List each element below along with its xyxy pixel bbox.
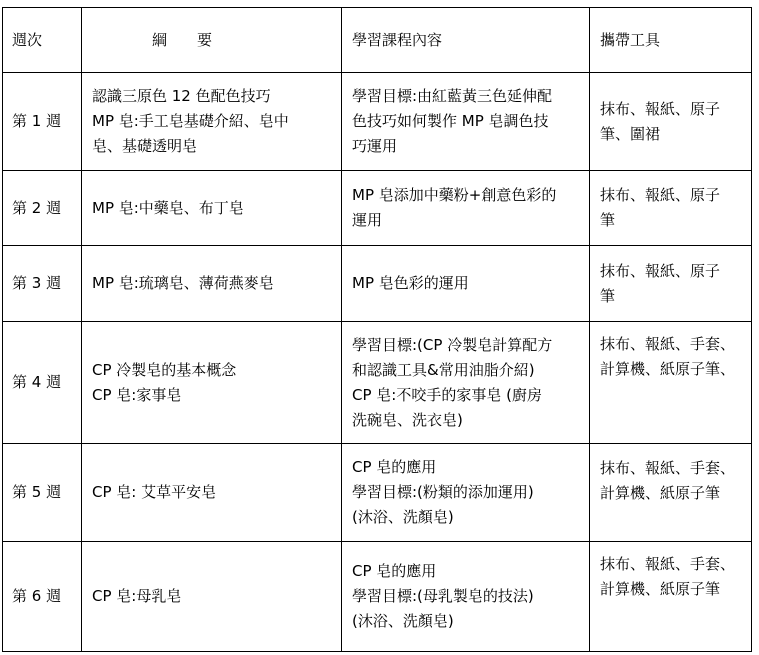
table-row [3, 73, 752, 171]
content-line: 巧運用 [352, 137, 398, 155]
header-outline: 綱 要 [82, 8, 342, 73]
week-cell: 第 2 週 [3, 171, 82, 246]
tools-line: 計算機、紙原子筆 [600, 580, 721, 598]
tools-line: 抹布、報紙、原子 [600, 261, 721, 280]
outline-line: CP 冷製皂的基本概念 [92, 360, 237, 379]
content-line: MP 皂添加中藥粉+創意色彩的 [352, 186, 557, 204]
outline-line: CP 皂:家事皂 [92, 385, 182, 404]
week-cell: 第 6 週 [3, 542, 82, 652]
tools-cell [590, 444, 752, 542]
table-row [3, 171, 752, 246]
content-cell [342, 322, 590, 444]
content-cell [342, 444, 590, 542]
outline-line: MP 皂:琉璃皂、薄荷燕麥皂 [92, 274, 274, 292]
tools-line: 抹布、報紙、原子 [600, 186, 721, 204]
content-line: 學習目標:由紅藍黃三色延伸配 [352, 87, 553, 105]
content-line: (沐浴、洗顏皂) [352, 612, 454, 630]
outline-line: CP 皂: 艾草平安皂 [92, 483, 217, 501]
outline-cell [82, 322, 342, 444]
table-row [3, 322, 752, 444]
week-cell: 第 5 週 [3, 444, 82, 542]
week-cell: 第 1 週 [3, 73, 82, 171]
content-cell [342, 542, 590, 652]
header-week: 週次 [3, 8, 82, 73]
header-content: 學習課程內容 [342, 8, 590, 73]
table-row [3, 542, 752, 652]
content-line: CP 皂:不咬手的家事皂 (廚房 [352, 385, 542, 404]
tools-cell [590, 246, 752, 322]
content-line: 學習目標:(母乳製皂的技法) [352, 587, 534, 605]
content-line: CP 皂的應用 [352, 562, 437, 580]
tools-line: 抹布、報紙、手套、 [600, 555, 736, 573]
content-line: 和認識工具&常用油脂介紹) [352, 360, 535, 379]
outline-line: MP 皂:手工皂基礎介紹、皂中 [92, 112, 289, 130]
tools-cell [590, 322, 752, 444]
tools-line: 抹布、報紙、原子 [600, 99, 721, 118]
content-line: 色技巧如何製作 MP 皂調色技 [352, 112, 549, 130]
content-cell [342, 246, 590, 322]
tools-line: 抹布、報紙、手套、 [600, 335, 736, 353]
tools-line: 筆 [600, 211, 616, 229]
tools-line: 抹布、報紙、手套、 [600, 459, 736, 477]
tools-line: 計算機、紙原子筆、 [600, 360, 736, 378]
content-line: MP 皂色彩的運用 [352, 274, 469, 292]
outline-line: CP 皂:母乳皂 [92, 587, 182, 605]
week-cell: 第 3 週 [3, 246, 82, 322]
tools-cell [590, 73, 752, 171]
outline-line: 認識三原色 12 色配色技巧 [92, 87, 271, 105]
content-cell [342, 171, 590, 246]
content-line: CP 皂的應用 [352, 458, 437, 476]
content-line: 學習目標:(粉類的添加運用) [352, 483, 534, 501]
outline-line: MP 皂:中藥皂、布丁皂 [92, 198, 244, 217]
table-row [3, 444, 752, 542]
header-tools: 攜帶工具 [590, 8, 752, 73]
content-line: 運用 [352, 211, 383, 229]
table-row [3, 246, 752, 322]
tools-line: 筆 [600, 286, 616, 305]
content-cell [342, 73, 590, 171]
outline-cell [82, 73, 342, 171]
content-line: 洗碗皂、洗衣皂) [352, 410, 463, 429]
course-schedule-table [2, 7, 752, 652]
table-header-row [3, 8, 752, 73]
outline-cell [82, 171, 342, 246]
outline-cell [82, 444, 342, 542]
outline-cell [82, 246, 342, 322]
week-cell: 第 4 週 [3, 322, 82, 444]
tools-line: 筆、圍裙 [600, 124, 661, 143]
outline-cell [82, 542, 342, 652]
content-line: 學習目標:(CP 冷製皂計算配方 [352, 335, 553, 354]
content-line: (沐浴、洗顏皂) [352, 508, 454, 526]
tools-line: 計算機、紙原子筆 [600, 484, 721, 502]
tools-cell [590, 171, 752, 246]
tools-cell [590, 542, 752, 652]
outline-line: 皂、基礎透明皂 [92, 137, 198, 155]
